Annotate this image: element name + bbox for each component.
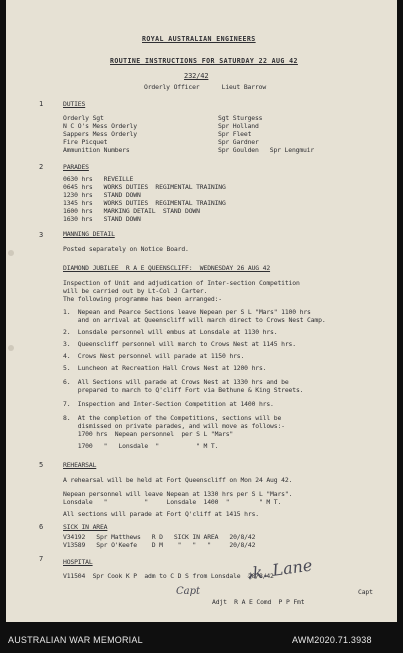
handwritten-signature: 𝓇k. Lane (244, 555, 314, 584)
section-number: 1 (39, 100, 44, 108)
programme-item: 3. Queenscliff personnel will march to Crows Nest at 1145 hrs. (63, 340, 296, 348)
programme-item: 7. Inspection and Inter-Section Competition at 1400 hrs. (63, 400, 274, 408)
jubilee-intro: Inspection of Unit and adjudication of Inter-section Competition (63, 279, 300, 287)
parade-row: 1600 hrs MARKING DETAIL STAND DOWN (63, 207, 200, 215)
jubilee-intro: will be carried out by Lt-Col J Carter. (63, 287, 208, 295)
sick-row: V13589 Spr O'Keefe D M " " " 20/8/42 (63, 541, 256, 549)
section-number: 6 (39, 523, 44, 531)
programme-item: and on arrival at Queenscliff will march direct to Crows Nest Camp. (63, 316, 326, 324)
section-heading-sick: SICK IN AREA (63, 523, 108, 531)
punch-hole (8, 250, 14, 256)
footer-accession-number: AWM2020.71.3938 (292, 635, 372, 645)
section-heading-manning: MANNING DETAIL (63, 230, 115, 238)
document-page (6, 0, 397, 622)
section-heading-rehearsal: REHEARSAL (63, 461, 97, 469)
rehearsal-line: Lonsdale " " Lonsdale 1400 " " M T. (63, 498, 282, 506)
parade-row: 1630 hrs STAND DOWN (63, 215, 141, 223)
footer-bar (0, 622, 403, 653)
programme-item: 1. Nepean and Pearce Sections leave Nepean per S L "Mars" 1100 hrs (63, 308, 311, 316)
duty-person: Spr Holland (218, 122, 259, 130)
section-number: 3 (39, 231, 44, 239)
duty-role: Fire Picquet (63, 138, 108, 146)
programme-item: dismissed on private parades, and will move as follows:- (63, 422, 285, 430)
handwritten-initials: Capt (176, 586, 201, 597)
parade-row: 1230 hrs STAND DOWN (63, 191, 141, 199)
duty-person: Spr Goulden Spr Lengmuir (218, 146, 315, 154)
manning-text: Posted separately on Notice Board. (63, 245, 189, 253)
section-heading-duties: DUTIES (63, 100, 86, 108)
parade-row: 1345 hrs WORKS DUTIES REGIMENTAL TRAINING (63, 199, 226, 207)
rehearsal-line: Nepean personnel will leave Nepean at 1330 hrs per S L "Mars". (63, 490, 293, 498)
orderly-officer: Orderly Officer Lieut Barrow (144, 83, 267, 91)
parade-row: 0630 hrs REVEILLE (63, 175, 134, 183)
duty-person: Spr Fleet (218, 130, 252, 138)
programme-item: 1700 hrs Nepean personnel per S L "Mars" (63, 430, 234, 438)
section-number: 2 (39, 163, 44, 171)
subheading-jubilee: DIAMOND JUBILEE R A E QUEENSCLIFF: WEDNESDAY 26 AUG 42 (63, 264, 271, 272)
footer-institution: AUSTRALIAN WAR MEMORIAL (8, 635, 143, 645)
duty-person: Spr Gardner (218, 138, 259, 146)
programme-item: 2. Lonsdale personnel will embus at Lonsdale at 1130 hrs. (63, 328, 278, 336)
programme-item: prepared to march to Q'cliff Fort via Bethune & King Streets. (63, 386, 304, 394)
duty-role: Sappers Mess Orderly (63, 130, 137, 138)
section-number: 7 (39, 555, 44, 563)
programme-item: 5. Luncheon at Recreation Hall Crows Nest at 1200 hrs. (63, 364, 267, 372)
programme-item: 8. At the completion of the Competitions, sections will be (63, 414, 282, 422)
duty-role: Orderly Sgt (63, 114, 104, 122)
rehearsal-line: A rehearsal will be held at Fort Queenscliff on Mon 24 Aug 42. (63, 476, 293, 484)
programme-item: 6. All Sections will parade at Crows Nest at 1330 hrs and be (63, 378, 289, 386)
duty-person: Sgt Sturgess (218, 114, 263, 122)
programme-item: 1700 " Lonsdale " " M T. (63, 442, 219, 450)
document-subtitle: ROUTINE INSTRUCTIONS FOR SATURDAY 22 AUG 42 (110, 57, 298, 65)
section-heading-parades: PARADES (63, 163, 89, 171)
duty-role: Ammunition Numbers (63, 146, 130, 154)
punch-hole (8, 345, 14, 351)
section-heading-hospital: HOSPITAL (63, 558, 93, 566)
sick-row: V34192 Spr Matthews R D SICK IN AREA 20/8/42 (63, 533, 256, 541)
document-number: 232/42 (184, 72, 209, 80)
duty-role: N C O's Mess Orderly (63, 122, 137, 130)
jubilee-intro: The following programme has been arranged:- (63, 295, 222, 303)
signature-role: Adjt R A E Comd P P Fmt (212, 598, 305, 606)
signature-rank: Capt (358, 588, 373, 596)
programme-item: 4. Crows Nest personnel will parade at 1150 hrs. (63, 352, 245, 360)
section-number: 5 (39, 461, 44, 469)
hospital-row: V11504 Spr Cook K P adm to C D S from Lonsdale 20/8/42 (63, 572, 274, 580)
rehearsal-line: All sections will parade at Fort Q'cliff at 1415 hrs. (63, 510, 259, 518)
document-title: ROYAL AUSTRALIAN ENGINEERS (142, 35, 256, 43)
parade-row: 0645 hrs WORKS DUTIES REGIMENTAL TRAINING (63, 183, 226, 191)
